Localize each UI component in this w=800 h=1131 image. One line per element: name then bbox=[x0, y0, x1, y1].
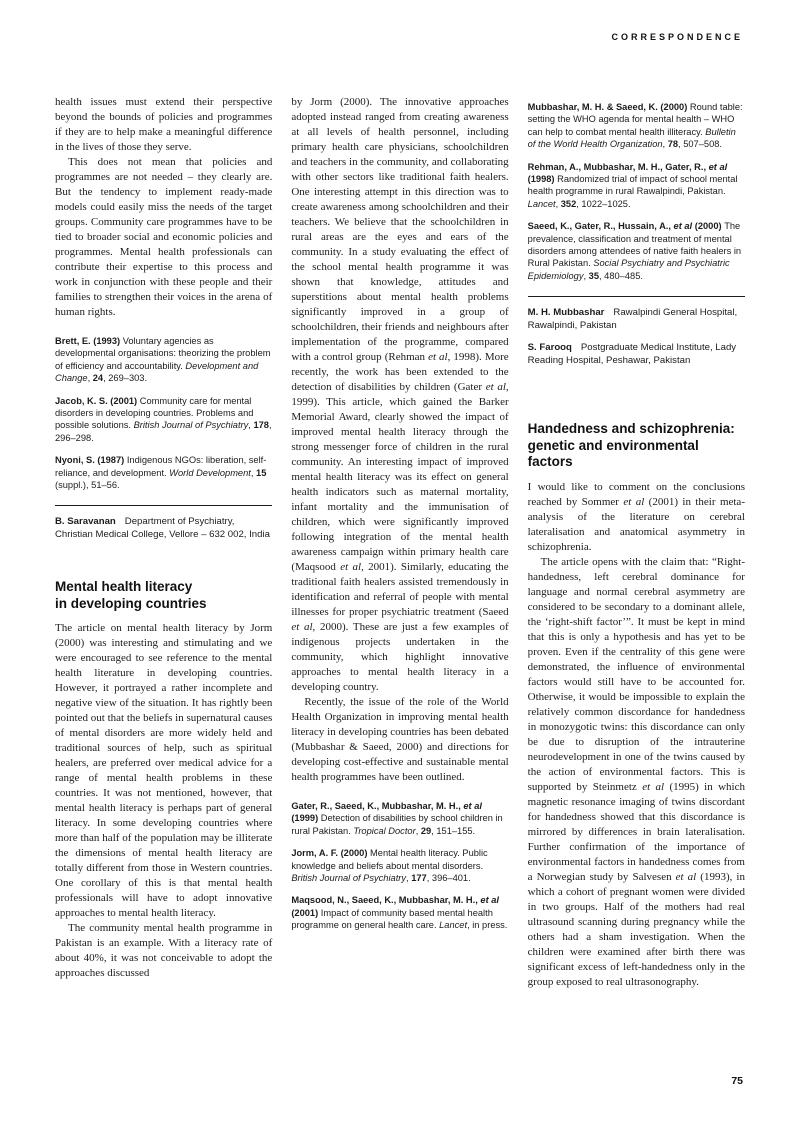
reference: Jorm, A. F. (2000) Mental health literacy. Public knowledge and beliefs about mental disorders. British Journal of Psychiatry, 177, 396–401. bbox=[291, 848, 488, 884]
letter-title-mental-health-literacy bbox=[55, 579, 272, 612]
letter-handedness-body bbox=[528, 480, 745, 990]
letter-ngo-body bbox=[55, 95, 272, 320]
letter-literacy-body-col2 bbox=[291, 95, 508, 785]
reference: Jacob, K. S. (2001) Community care for mental disorders in developing countries. Problems and possible solutions. British Journal of Psychiatry, 178, 296–298. bbox=[55, 395, 272, 443]
author-affiliation: Department of Psychiatry, Christian Medical College, Vellore – 632 002, India bbox=[55, 516, 270, 541]
column-2 bbox=[291, 95, 508, 990]
reference-list-literacy-col3 bbox=[528, 101, 745, 282]
letter-title-handedness bbox=[528, 421, 745, 471]
paragraph: by Jorm (2000). The innovative approaches adopted instead ranged from creating awareness at all levels of health personnel, including primary health care physicians, schoolchildren and teachers in the community, and collaborating with other sectors like traditional faith healers. One interesting attempt in this direction was to create awareness among schoolchildren and their teachers. We believe that the schoolchildren in rural areas are the eyes and ears of the community. In a study evaluating the effect of the school mental health programme it was shown that knowledge, attitudes and superstitions about mental health problems significantly improved in a group of schoolchildren, their friends and neighbours after implementation of the programme, compared with a control group (Rehman et al, 1998). More recently, the work has been extended to the detection of disabilities by children (Gater et al, 1999). This article, which gained the Barker Memorial Award, clearly showed the impact of improved mental health literacy through the strong messenger force of children in the rural community. An interesting impact of improved mental health literacy was its effect on general health indicators such as maternal mortality, infant mortality and the immunisation of children, which were significantly improved following integration of the mental health awareness campaign within primary health care (Maqsood et al, 2001). Similarly, educating the traditional faith healers assisted tremendously in identification and referral of people with mental illnesses for proper psychiatric treatment (Saeed et al, 2000). These are just a few examples of indigenous projects undertaken in the community, which highlight innovative approaches to mental health literacy in a developing country. bbox=[291, 96, 509, 693]
page-number: 75 bbox=[731, 1075, 743, 1087]
reference: Rehman, A., Mubbashar, M. H., Gater, R., et al (1998) Randomized trial of impact of school mental health programme in rural Rawalpindi, Pakistan. Lancet, 352, 1022–1025. bbox=[527, 161, 738, 209]
author-affiliation: Rawalpindi General Hospital, Rawalpindi, Pakistan bbox=[527, 307, 738, 332]
reference: Maqsood, N., Saeed, K., Mubbashar, M. H., et al (2001) Impact of community based mental health programme on general health care. Lancet, in press. bbox=[291, 895, 508, 931]
paragraph: health issues must extend their perspective beyond the bounds of policies and programmes if they are to help make a meaningful difference in the lives of those they serve. bbox=[55, 96, 273, 153]
signature-divider bbox=[528, 296, 745, 297]
paragraph: The article on mental health literacy by Jorm (2000) was interesting and stimulating and we were encouraged to see reference to the mental health literature in developing countries. However, it portrayed a rather incomplete and negative view of the situation. It has rightly been pointed out that the beliefs in supernatural causes of mental disorders are more widely held and traditional sources of help, such as spiritual healers, are preferred over medical advice for a range of mental health problems in these countries. It was not mentioned, however, that mental health literacy is perhaps part of general literacy. In some developing countries where more than half of the population may be illiterate the dimensions of mental health literacy are totally different from those in Western countries. One corollary of this is that mental health professionals will have to adopt innovative approaches to mental health literacy. bbox=[55, 622, 273, 920]
column-3 bbox=[528, 95, 745, 990]
paragraph: This does not mean that policies and programmes are not needed – they clearly are. But the tendency to implement ready-made models could easily miss the needs of the target groups. Community care programmes have to be tied to broader social and economic policies and programmes. Mental health professionals can contribute their expertise to this process and work in conjunction with these people and their families to strengthen their voices in the arena of human rights. bbox=[55, 156, 273, 318]
paragraph: The article opens with the claim that: “Right-handedness, left cerebral dominance for language and normal cerebral asymmetry are considered to be secondary to a dominant allele, the ‘right-shift factor’”. It must be kept in mind that this is only a hypothesis and has yet to be proven. Even if the centrality of this gene were demonstrated, the influence of environmental factors would still have to be accounted for. Otherwise, it would be impossible to explain the relatively common discordance for handedness in monozygotic twins: this discordance can only be due to disruption of the intrauterine neurodevelopment in one of the twins caused by the action of environmental factors. This is supported by Steinmetz et al (1995) in which magnetic resonance imaging of twins discordant for handedness showed that this discordance is mirrored by differences in brain lateralisation. Further confirmation of the importance of environmental factors in handedness comes from a Norwegian study by Salvesen et al (1993), in which a cohort of pregnant women were divided in two groups. Half of the mothers had real ultrasound scanning during pregnancy while the others had a sham investigation. When the children were examined after birth there was significant excess of left-handedness only in the group exposed to real ultrasonography. bbox=[527, 555, 745, 988]
reference: Nyoni, S. (1987) Indigenous NGOs: liberation, self-reliance, and development. World Development, 15 (suppl.), 51–56. bbox=[55, 455, 267, 491]
paragraph: The community mental health programme in Pakistan is an example. With a literacy rate of about 40%, it was not conceivable to adopt the approaches discussed bbox=[55, 922, 273, 980]
reference-list-literacy-col2 bbox=[291, 800, 508, 932]
reference: Gater, R., Saeed, K., Mubbashar, M. H., et al (1999) Detection of disabilities by school children in rural Pakistan. Tropical Doctor, 29, 151–155. bbox=[291, 801, 503, 836]
paragraph: Recently, the issue of the role of the World Health Organization in improving mental health literacy in developing countries has been debated (Mubbashar & Saeed, 2000) and directions for developing cost-effective and sustainable mental health programmes have been outlined. bbox=[291, 696, 509, 783]
author-name: M. H. Mubbashar bbox=[527, 307, 605, 319]
signature-divider bbox=[55, 505, 272, 506]
reference: Saeed, K., Gater, R., Hussain, A., et al (2000) The prevalence, classification and treatment of mental disorders among attendees of native faith healers in Rural Pakistan. Social Psychiatry and Psychiatric Epidemiology, 35, 480–485. bbox=[527, 221, 742, 281]
reference: Brett, E. (1993) Voluntary agencies as developmental organisations: theorizing the problem of efficiency and accountability. Development and Change, 24, 269–303. bbox=[55, 336, 271, 384]
reference: Mubbashar, M. H. & Saeed, K. (2000) Round table: setting the WHO agenda for mental health – WHO can help to combat mental health illiteracy. Bulletin of the World Health Organization, 78, 507–508. bbox=[527, 102, 743, 150]
letter-title-line: Mental health literacy bbox=[55, 579, 193, 595]
reference-list-ngo bbox=[55, 335, 272, 491]
author-signature bbox=[528, 306, 745, 332]
author-name: S. Farooq bbox=[527, 342, 572, 354]
author-signature bbox=[528, 341, 745, 367]
author-name: B. Saravanan bbox=[55, 516, 116, 528]
running-head: CORRESPONDENCE bbox=[611, 32, 743, 42]
letter-title-line: Handedness and schizophrenia: bbox=[527, 421, 735, 437]
paragraph: I would like to comment on the conclusions reached by Sommer et al (2001) in their meta-analysis of the literature on cerebral lateralisation and anatomical asymmetry in schizophrenia. bbox=[527, 480, 745, 553]
column-1 bbox=[55, 95, 272, 990]
letter-title-line: genetic and environmental factors bbox=[527, 437, 699, 470]
author-affiliation: Postgraduate Medical Institute, Lady Reading Hospital, Peshawar, Pakistan bbox=[527, 342, 737, 367]
letter-literacy-body-col1 bbox=[55, 621, 272, 981]
text-columns bbox=[55, 95, 745, 990]
letter-title-line: in developing countries bbox=[55, 595, 207, 611]
author-signature bbox=[55, 515, 272, 541]
